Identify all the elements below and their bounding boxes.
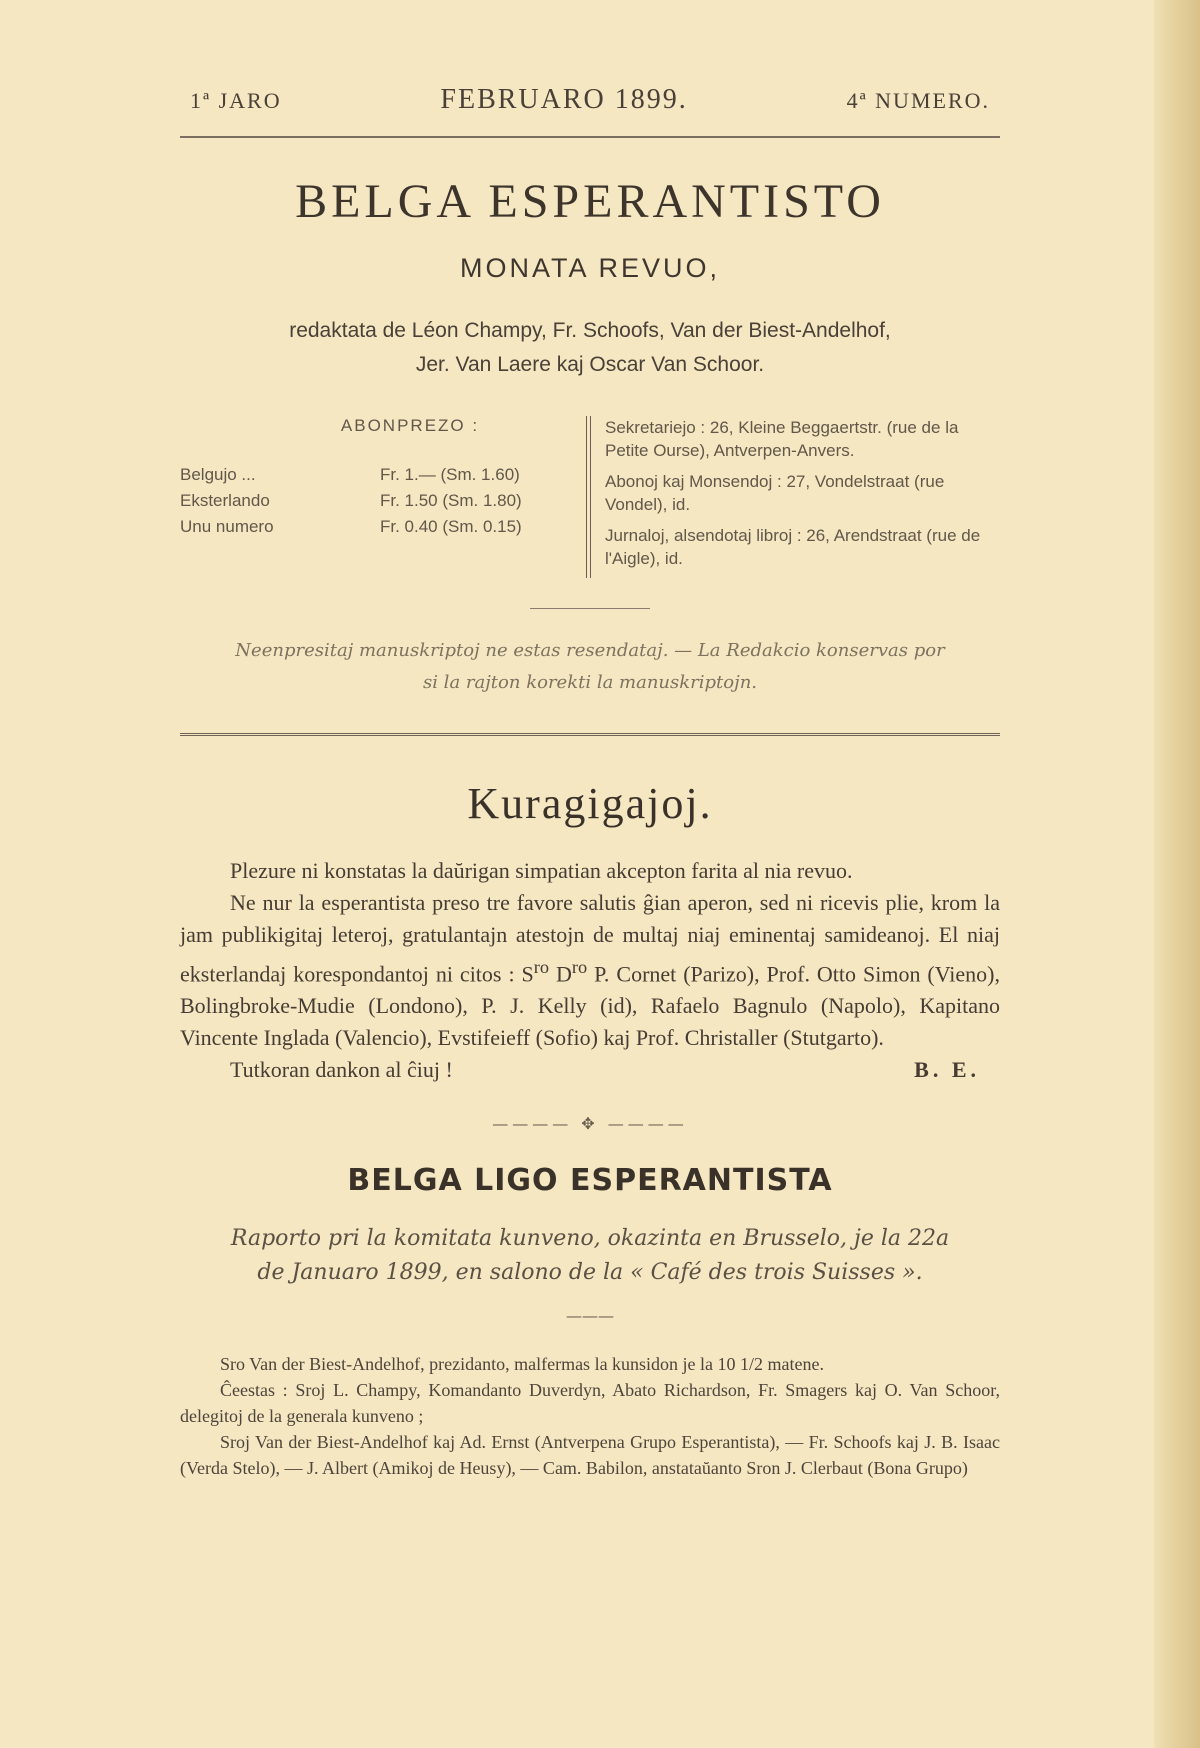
ornament-divider: ———— ✥ ———— [492, 1114, 688, 1134]
page-edge-shadow [1154, 0, 1200, 1748]
article-paragraph [180, 887, 1000, 1054]
superscript: ro [533, 957, 550, 977]
notice-line-1: Neenpresitaj manuskriptoj ne estas resendataj. — La Redakcio konservas por [235, 640, 945, 661]
subscription-label: Eksterlando [180, 491, 270, 510]
issue-date: FEBRUARO 1899. [440, 84, 688, 115]
address-secretariat: Sekretariejo : 26, Kleine Beggaertstr. (rue de la Petite Ourse), Antverpen-Anvers. [605, 418, 959, 460]
subscription-row [180, 514, 580, 540]
publication-info [180, 416, 1000, 578]
subscription-row [180, 488, 580, 514]
address-journals: Jurnaloj, alsendotaj libroj : 26, Arendstraat (rue de l'Aigle), id. [605, 526, 981, 568]
journal-subtitle: MONATA REVUO, [459, 253, 721, 283]
journal-page [180, 84, 1000, 1481]
article-title: Kuragigajoj. [467, 779, 713, 828]
article-text: P. Cornet (Parizo), Prof. Otto Simon (Vieno), Bolingbroke-Mudie (Londono), P. J. Kelly (id), Rafaelo Bagnulo (Napolo), Kapitano Vincente Inglada (Valencio), Evstifeieff (Sofio) kaj Prof. Christaller (Stutgarto). [180, 961, 1000, 1051]
journal-title: BELGA ESPERANTISTO [295, 175, 885, 228]
closing-line: Tutkoran dankon al ĉiuj ! [230, 1057, 453, 1083]
subscription-price: Fr. 0.40 (Sm. 0.15) [380, 517, 522, 536]
subscription-price: Fr. 1.50 (Sm. 1.80) [380, 491, 522, 510]
report-subtitle [180, 1222, 1000, 1290]
subscription-heading: ABONPREZO : [340, 416, 480, 435]
article-body [180, 855, 1000, 1086]
address-list [605, 416, 1000, 578]
subscription-row [180, 462, 580, 488]
editors-line-1: redaktata de Léon Champy, Fr. Schoofs, Van der Biest-Andelhof, [289, 319, 891, 342]
year-label: 1ª JARO [190, 88, 282, 113]
report-line-2: de Januaro 1899, en salono de la « Café des trois Suisses ». [257, 1260, 923, 1286]
editors-line-2: Jer. Van Laere kaj Oscar Van Schoor. [415, 353, 765, 376]
editorial-notice [180, 635, 1000, 699]
editors-credit [180, 314, 1000, 382]
issue-number: 4ª NUMERO. [846, 88, 990, 113]
notice-line-2: si la rajton korekti la manuskriptojn. [422, 672, 758, 693]
column-divider [586, 416, 591, 578]
article-closing [180, 1054, 1000, 1086]
header-rule [180, 136, 1000, 138]
short-divider [530, 608, 650, 609]
section-divider [180, 733, 1000, 736]
minutes-paragraph: Sro Van der Biest-Andelhof, prezidanto, malfermas la kunsidon je la 10 1/2 matene. [220, 1354, 825, 1375]
subscription-label: Unu numero [180, 517, 274, 536]
subscription-table [180, 416, 580, 578]
report-line-1: Raporto pri la komitata kunveno, okazinta en Brusselo, je la 22a [230, 1226, 950, 1252]
superscript: ro [571, 957, 588, 977]
article-text: Ne nur la esperantista preso tre favore salutis ĝian aperon, sed ni ricevis plie, krom la jam publikigitaj leteroj, gratulantajn atestojn de multaj niaj eminentaj samideanoj. El niaj eksterlandaj korespondantoj ni citos : S [180, 890, 1000, 987]
article-text: D [549, 961, 572, 987]
dash-divider: ——— [566, 1306, 614, 1326]
subscription-label: Belgujo ... [180, 465, 256, 484]
address-subscriptions: Abonoj kaj Monsendoj : 27, Vondelstraat (rue Vondel), id. [605, 472, 945, 514]
article-paragraph: Plezure ni konstatas la daŭrigan simpatian akcepton farita al nia revuo. [230, 858, 853, 883]
subscription-price: Fr. 1.— (Sm. 1.60) [380, 465, 520, 484]
signature: B. E. [914, 1057, 980, 1083]
issue-header [180, 84, 1000, 116]
minutes-paragraph: Ĉeestas : Sroj L. Champy, Komandanto Duverdyn, Abato Richardson, Fr. Smagers kaj O. Van Schoor, delegitoj de la generala kunveno ; [180, 1380, 1000, 1427]
minutes-paragraph: Sroj Van der Biest-Andelhof kaj Ad. Ernst (Antverpena Grupo Esperantista), — Fr. Schoofs kaj J. B. Isaac (Verda Stelo), — J. Albert (Amikoj de Heusy), — Cam. Babilon, anstataŭanto Sron J. Clerbaut (Bona Grupo) [180, 1432, 1000, 1479]
meeting-minutes [180, 1351, 1000, 1481]
league-title: BELGA LIGO ESPERANTISTA [347, 1163, 833, 1199]
